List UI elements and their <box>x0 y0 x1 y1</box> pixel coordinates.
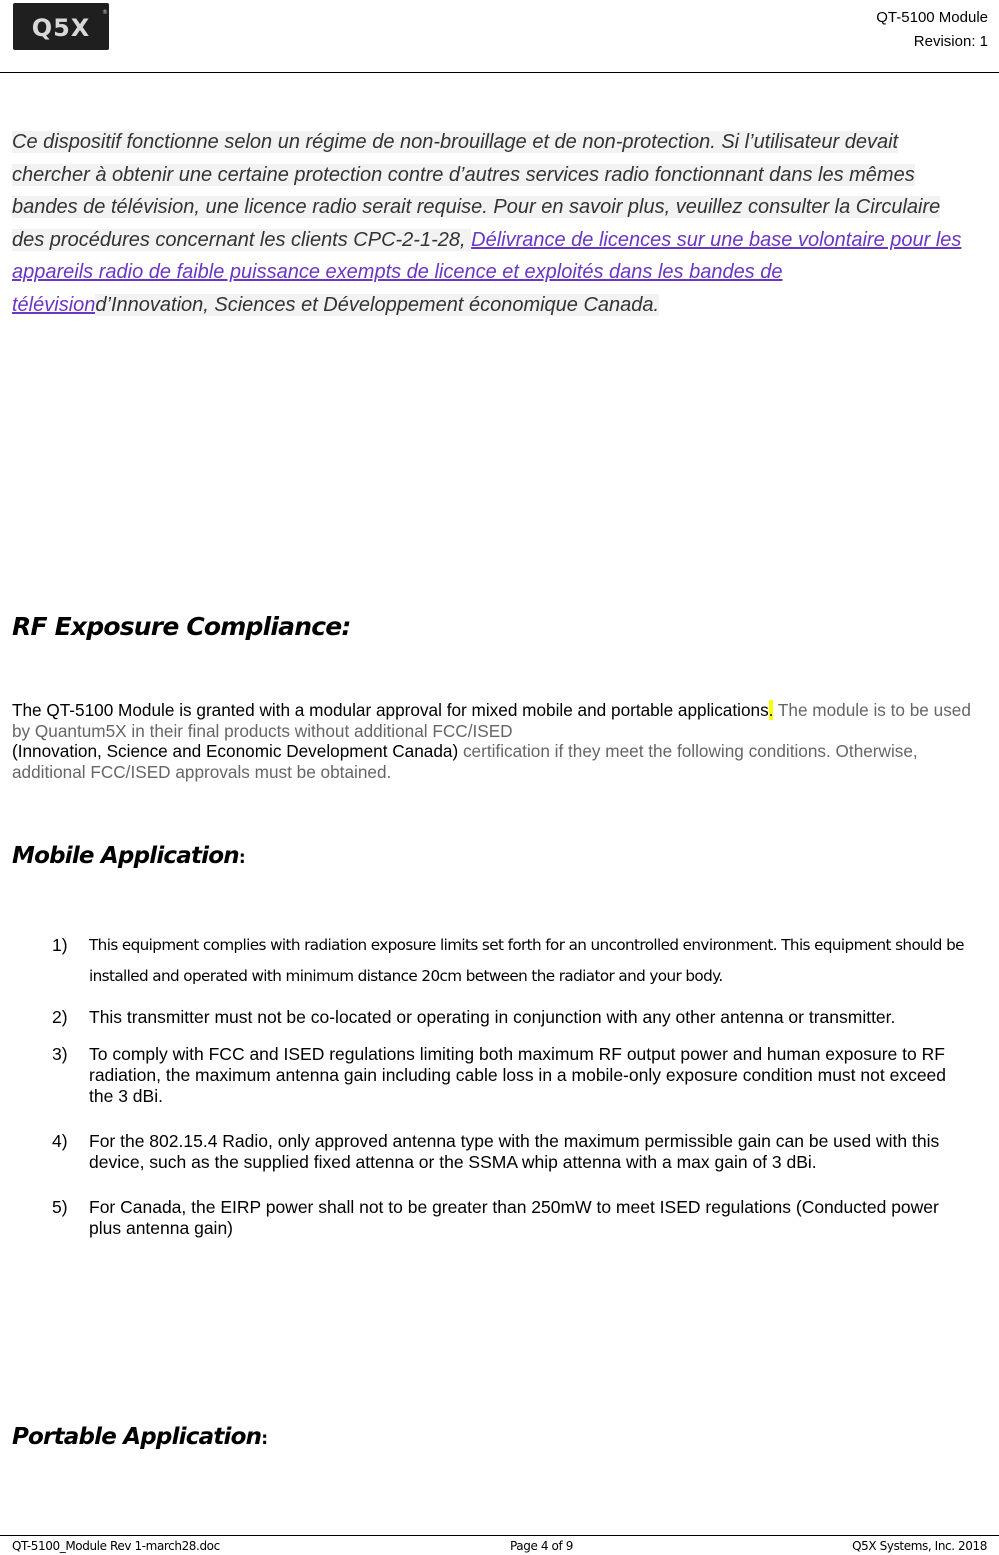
page-header <box>0 0 999 72</box>
french-notice-text-end: d’Innovation, Sciences et Développement économique Canada. <box>95 293 660 316</box>
svg-text:®: ® <box>102 9 108 16</box>
list-item-text: This transmitter must not be co-located or operating in conjunction with any other antenna or transmitter. <box>89 1007 896 1027</box>
rf-intro-part2: The module is to be used by Quantum5X in their final products without additional FCC/ISED <box>12 700 971 741</box>
doc-revision: Revision: 1 <box>913 33 988 50</box>
french-notice-paragraph <box>12 126 972 321</box>
french-notice-text: Ce dispositif fonctionne selon un régime de non-brouillage et de non-protection. Si l’utilisateur devait chercher à obtenir une certaine protection contre d’autres services radio fonctionnant dans les mêmes bandes de télévision, une licence radio serait requise. Pour en savoir plus, veuillez consulter la Circulaire des procédures concernant les clients CPC-2-1-28, <box>12 131 941 251</box>
rf-intro-highlight: . <box>768 700 774 720</box>
footer-divider <box>0 1535 999 1536</box>
portable-heading-text: Portable Application <box>12 1424 262 1450</box>
list-item-number: 4) <box>52 1131 68 1151</box>
list-item-number: 2) <box>52 1007 68 1027</box>
list-item-number: 1) <box>52 935 68 955</box>
list-item-text: For Canada, the EIRP power shall not to be greater than 250mW to meet ISED regulations (Conducted power plus antenna gain) <box>89 1197 939 1238</box>
footer-company: Q5X Systems, Inc. 2018 <box>852 1539 987 1553</box>
rf-intro-part3: (Innovation, Science and Economic Development Canada) <box>12 741 459 761</box>
footer-filename: QT-5100_Module Rev 1-march28.doc <box>12 1539 220 1553</box>
rf-intro-paragraph <box>12 700 987 782</box>
logo-text: Q5X <box>31 14 91 42</box>
list-item <box>52 1197 972 1239</box>
portable-application-heading <box>12 1424 267 1450</box>
portable-heading-colon: : <box>261 1429 268 1449</box>
doc-title: QT-5100 Module <box>876 9 988 26</box>
header-divider <box>0 72 999 73</box>
rf-intro-part4: certification if they meet the following conditions. Otherwise, additional FCC/ISED approvals must be obtained. <box>12 741 918 782</box>
french-notice-link[interactable]: Délivrance de licences sur une base volontaire pour les appareils radio de faible puissance exempts de licence et exploités dans les bandes de télévision <box>12 228 962 316</box>
header-doc-info <box>876 6 988 54</box>
footer-page-number: Page 4 of 9 <box>510 1539 573 1553</box>
mobile-heading-colon: : <box>238 848 245 868</box>
rf-exposure-heading: RF Exposure Compliance: <box>12 612 351 641</box>
list-item-text: To comply with FCC and ISED regulations limiting both maximum RF output power and human exposure to RF radiation, the maximum antenna gain including cable loss in a mobile-only exposure condition must not exceed the 3 dBi. <box>89 1044 947 1106</box>
mobile-heading-text: Mobile Application <box>12 843 239 869</box>
list-item-text: For the 802.15.4 Radio, only approved antenna type with the maximum permissible gain can be used with this device, such as the supplied fixed attenna or the SSMA whip attenna with a max gain of 3 dBi. <box>89 1131 940 1172</box>
list-item-number: 3) <box>52 1044 68 1064</box>
q5x-logo <box>13 3 109 50</box>
list-item <box>52 1044 972 1107</box>
list-item-number: 5) <box>52 1197 68 1217</box>
list-item-text: This equipment complies with radiation exposure limits set forth for an uncontrolled environment. This equipment should be installed and operated with minimum distance 20cm between the radiator and your body. <box>89 936 964 985</box>
list-item <box>52 930 972 992</box>
list-item <box>52 1002 972 1033</box>
list-item <box>52 1131 972 1173</box>
mobile-conditions-list <box>52 930 972 1263</box>
rf-intro-part1: The QT-5100 Module is granted with a modular approval for mixed mobile and portable applications <box>12 700 769 720</box>
mobile-application-heading <box>12 843 245 869</box>
page-footer <box>12 1539 987 1555</box>
